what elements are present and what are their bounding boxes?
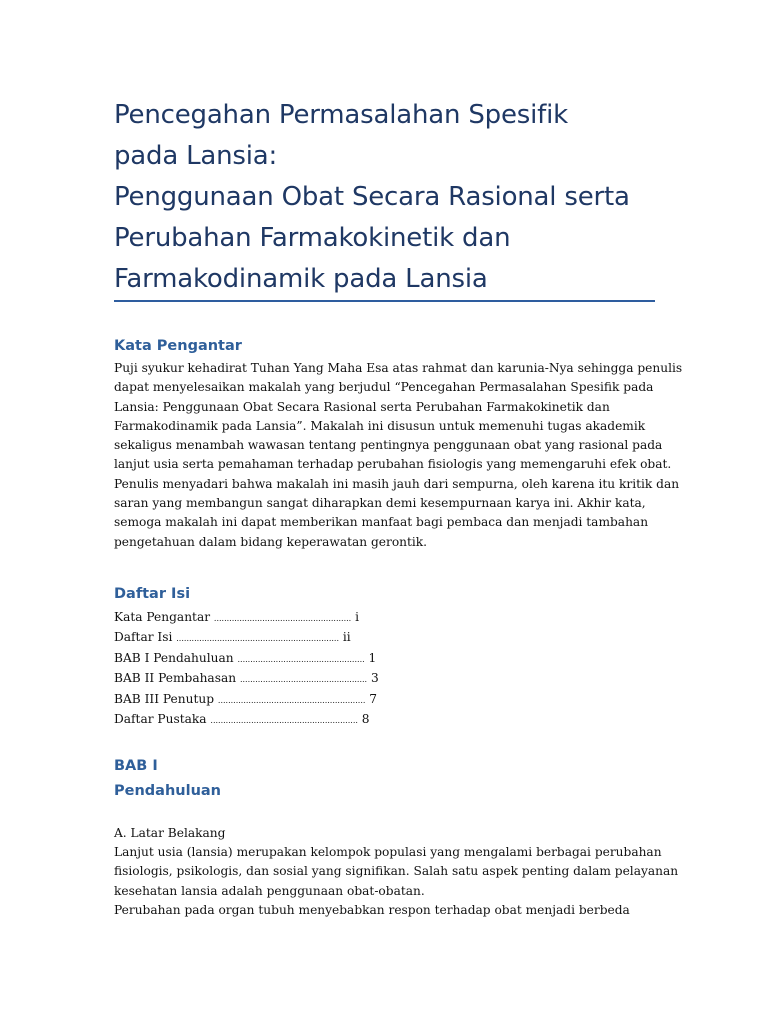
toc-label: BAB I Pendahuluan [114, 650, 234, 665]
toc-entry[interactable] [114, 690, 379, 710]
toc-page-number: ii [342, 630, 351, 645]
toc-entry[interactable] [114, 628, 379, 648]
toc-page-number: 7 [369, 691, 378, 706]
latar-belakang-paragraph [114, 843, 679, 920]
paragraph-line: sekaligus menambah wawasan tentang pentingnya penggunaan obat yang rasional pada [114, 438, 663, 453]
toc-entry[interactable] [114, 608, 379, 628]
bab1-heading: BAB I [114, 758, 158, 774]
paragraph-line: Lanjut usia (lansia) merupakan kelompok populasi yang mengalami berbagai perubahan [114, 845, 662, 859]
kata-pengantar-paragraph [114, 359, 683, 552]
toc-label: Kata Pengantar [114, 610, 211, 624]
toc-label: Daftar Pustaka [114, 712, 207, 727]
toc-page-number: 1 [368, 650, 377, 665]
paragraph-line: kesehatan lansia adalah penggunaan obat-obatan. [114, 883, 425, 898]
toc-leader-dots: ................................................................ [176, 634, 340, 644]
toc-entry[interactable] [114, 669, 379, 689]
toc-label: Daftar Isi [114, 630, 173, 645]
paragraph-line: Puji syukur kehadirat Tuhan Yang Maha Esa atas rahmat dan karunia-Nya sehingga penulis [114, 361, 683, 375]
paragraph-line: pengetahuan dalam bidang keperawatan gerontik. [114, 534, 428, 549]
paragraph-line: Farmakodinamik pada Lansia”. Makalah ini disusun untuk memenuhi tugas akademik [114, 418, 646, 433]
title-line: Farmakodinamik pada Lansia [114, 264, 488, 294]
paragraph-line: Perubahan pada organ tubuh menyebabkan respon terhadap obat menjadi berbeda [114, 902, 630, 917]
paragraph-line: fisiologis, psikologis, dan sosial yang signifikan. Salah satu aspek penting dalam pelayanan [114, 864, 679, 879]
toc-entry[interactable] [114, 649, 379, 669]
toc-leader-dots: ...................................................... [213, 614, 352, 623]
title-line: Pencegahan Permasalahan Spesifik [114, 100, 568, 130]
toc-leader-dots: .................................................. [237, 654, 365, 664]
daftar-isi-heading: Daftar Isi [114, 586, 191, 602]
paragraph-line: semoga makalah ini dapat memberikan manfaat bagi pembaca dan menjadi tambahan [114, 515, 649, 530]
paragraph-line: Lansia: Penggunaan Obat Secara Rasional serta Perubahan Farmakokinetik dan [114, 399, 610, 414]
toc-leader-dots: .................................................. [239, 675, 368, 685]
toc-page-number: i [355, 610, 360, 624]
toc-label: BAB III Penutup [114, 691, 215, 706]
toc-leader-dots: .......................................................... [210, 716, 358, 726]
paragraph-line: lanjut usia serta pemahaman terhadap perubahan fisiologis yang memengaruhi efek obat. [114, 457, 672, 472]
bab1-subtitle: Pendahuluan [114, 783, 221, 799]
paragraph-line: Penulis menyadari bahwa makalah ini masih jauh dari sempurna, oleh karena itu kritik dan [114, 476, 680, 491]
title-line: Penggunaan Obat Secara Rasional serta [114, 182, 630, 212]
toc-label: BAB II Pembahasan [114, 671, 237, 686]
paragraph-line: saran yang membangun sangat diharapkan demi kesempurnaan karya ini. Akhir kata, [114, 496, 646, 511]
toc-page-number: 3 [370, 671, 379, 686]
toc-leader-dots: .......................................................... [217, 695, 366, 705]
paragraph-line: dapat menyelesaikan makalah yang berjudul “Pencegahan Permasalahan Spesifik pada [114, 380, 654, 395]
kata-pengantar-heading: Kata Pengantar [114, 338, 242, 354]
document-title [114, 95, 674, 300]
title-divider [114, 300, 655, 302]
title-line: pada Lansia: [114, 141, 278, 171]
toc-page-number: 8 [361, 712, 370, 727]
latar-belakang-subheading: A. Latar Belakang [114, 826, 226, 840]
toc-entry[interactable] [114, 710, 379, 730]
table-of-contents [114, 608, 379, 730]
title-line: Perubahan Farmakokinetik dan [114, 223, 511, 253]
